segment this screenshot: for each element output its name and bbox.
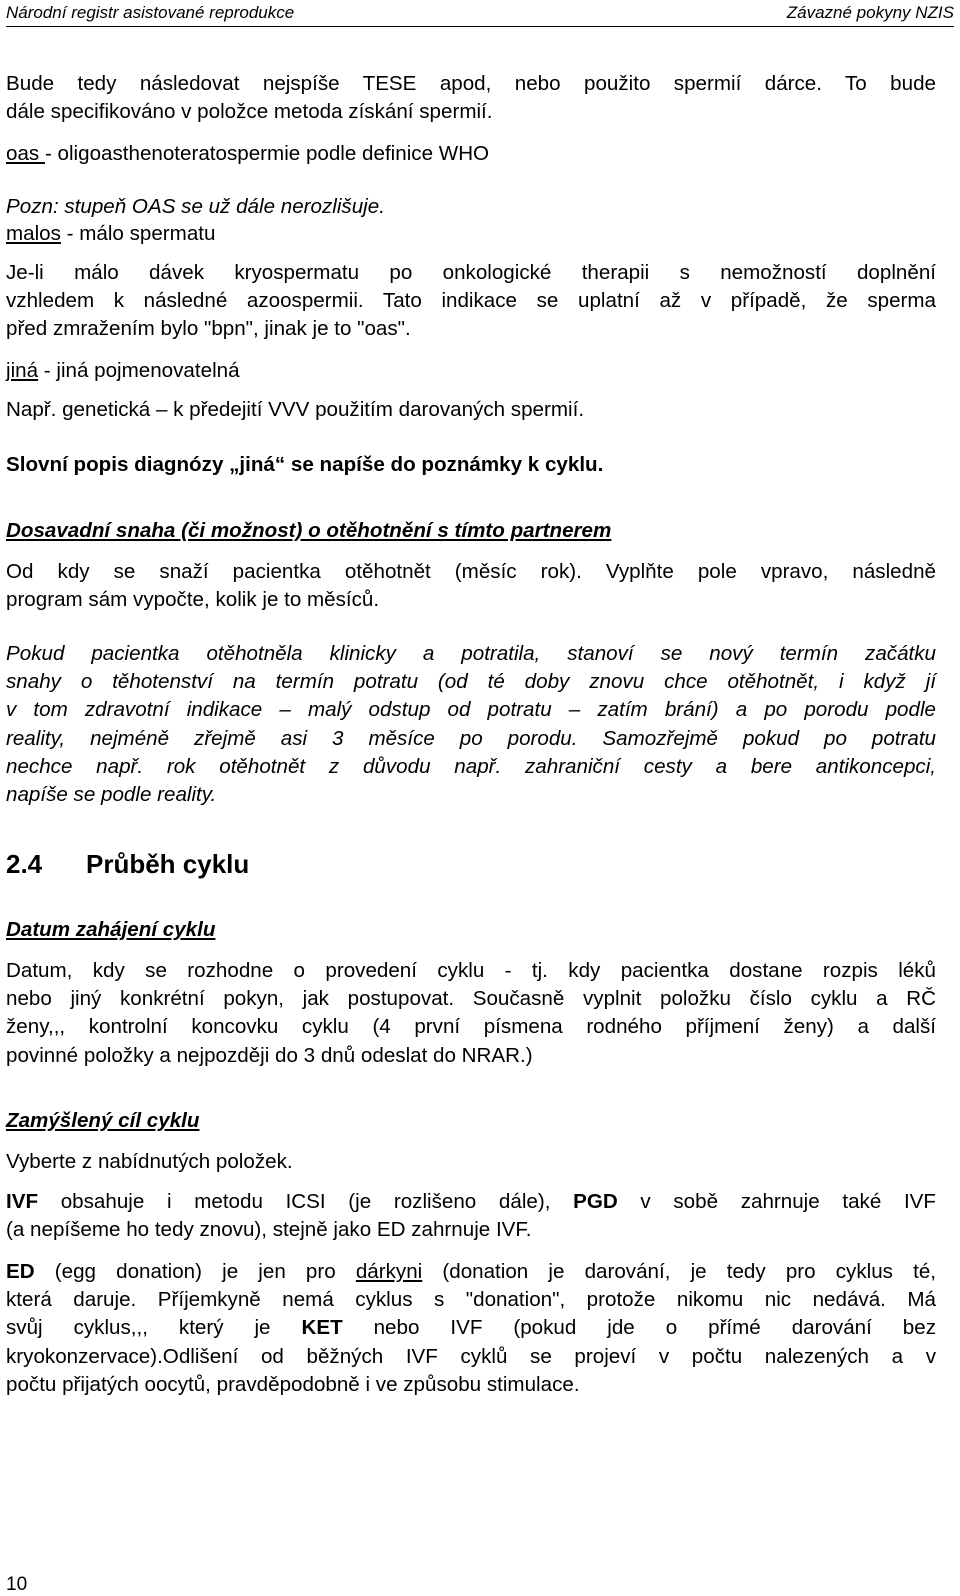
header-right: Závazné pokyny NZIS [786,3,954,22]
ivf-text-1: obsahuje i metodu ICSI (je rozlišeno dále), [38,1190,574,1213]
ed-text-3a: svůj cyklus,,, který je [6,1316,302,1340]
ed-text-1: (egg donation) je jen pro [34,1260,356,1283]
header-left: Národní registr asistované reprodukce [6,3,295,22]
malos-definition [6,220,936,248]
jina-term: jiná [6,359,39,382]
start-date-heading: Datum zahájení cyklu [6,918,216,941]
tese-line-2: dále specifikováno v položce metoda získání spermií. [6,100,493,124]
pgd-term: PGD [573,1190,618,1213]
start-date-line-2: nebo jiný konkrétní pokyn, jak postupovat. Současně vyplnit položku číslo cyklu a RČ [6,987,936,1011]
jina-example: Např. genetická – k předejití VVV použitím darovaných spermií. [6,398,585,421]
start-date-line-3: ženy,,, kontrolní koncovku cyklu (4 první písmena rodného příjmení ženy) a další [6,1015,936,1039]
ivf-term: IVF [6,1190,39,1213]
jina-note: Slovní popis diagnózy „jiná“ se napíše do poznámky k cyklu. [6,453,604,476]
start-date-paragraph [6,957,936,1070]
pregnancy-line-2: snahy o těhotenství na termín potratu (od té doby znovu chce otěhotnět, i když jí [6,670,936,694]
malos-description: - málo spermatu [60,222,216,245]
goal-heading: Zamýšlený cíl cyklu [6,1109,200,1132]
ed-text-3b: nebo IVF (pokud jde o přímé darování bez [342,1316,937,1340]
jina-definition [6,357,936,385]
ed-line-5: počtu přijatých oocytů, pravděpodobně i ve způsobu stimulace. [6,1372,580,1396]
malos-paragraph [6,259,936,344]
ivf-line-1 [6,1188,936,1216]
darkyni-term: dárkyni [355,1260,423,1283]
page-header [6,0,954,27]
ed-paragraph [6,1258,936,1399]
oas-definition [6,140,936,168]
section-number: 2.4 [6,849,43,879]
ed-line-3 [6,1314,936,1342]
pregnancy-line-4: reality, nejméně zřejmě asi 3 měsíce po porodu. Samozřejmě pokud po potratu [6,726,936,750]
malos-line-2: vzhledem k následné azoospermii. Tato indikace se uplatní až v případě, že sperma [6,289,936,313]
goal-text: Vyberte z nabídnutých položek. [6,1150,293,1173]
malos-line-1: Je-li málo dávek kryospermatu po onkologické therapii s nemožností doplnění [6,261,936,284]
effort-paragraph [6,558,936,614]
oas-term: oas [6,142,45,165]
start-date-line-1: Datum, kdy se rozhodne o provedení cyklu - tj. kdy pacientka dostane rozpis léků [6,959,936,982]
malos-term: malos [6,222,61,245]
oas-description: - oligoasthenoteratospermie podle definice WHO [44,142,490,165]
start-date-line-4: povinné položky a nejpozději do 3 dnů odeslat do NRAR.) [6,1043,533,1067]
pregnancy-line-1: Pokud pacientka otěhotněla klinicky a potratila, stanoví se nový termín začátku [6,642,936,665]
ed-line-1 [6,1258,936,1286]
ed-line-4: kryokonzervace).Odlišení od běžných IVF cyklů se projeví v počtu nalezených a v [6,1344,936,1368]
malos-line-3: před zmražením bylo "bpn", jinak je to "oas". [6,317,411,341]
ivf-line-2: (a nepíšeme ho tedy znovu), stejně jako ED zahrnuje IVF. [6,1218,532,1242]
section-title: Průběh cyklu [86,849,250,879]
ed-text-2: (donation je darování, je tedy pro cyklus té, [422,1260,936,1283]
ed-line-2: která daruje. Příjemkyně nemá cyklus s "donation", protože nikomu nic nedává. Má [6,1288,936,1312]
pregnancy-paragraph [6,640,936,809]
pregnancy-line-5: nechce např. rok otěhotnět z důvodu např. zahraniční cesty a bere antikoncepci, [6,754,936,778]
pregnancy-line-3: v tom zdravotní indikace – malý odstup od potratu – zatím brání) a po porodu podle [6,698,936,722]
tese-paragraph [6,70,936,126]
effort-heading: Dosavadní snaha (či možnost) o otěhotnění s tímto partnerem [6,519,612,542]
ivf-text-2: v sobě zahrnuje také IVF [617,1190,936,1213]
ket-term: KET [301,1316,343,1340]
effort-line-2: program sám vypočte, kolik je to měsíců. [6,588,380,612]
ivf-paragraph [6,1188,936,1244]
page-number: 10 [6,1574,28,1595]
effort-line-1: Od kdy se snaží pacientka otěhotnět (měsíc rok). Vyplňte pole vpravo, následně [6,560,936,583]
section-heading [6,848,249,880]
pregnancy-line-6: napíše se podle reality. [6,783,217,807]
oas-note: Pozn: stupeň OAS se už dále nerozlišuje. [6,195,385,218]
ed-term: ED [6,1260,35,1283]
jina-description: - jiná pojmenovatelná [38,359,240,382]
tese-line-1: Bude tedy následovat nejspíše TESE apod, nebo použito spermií dárce. To bude [6,72,936,95]
